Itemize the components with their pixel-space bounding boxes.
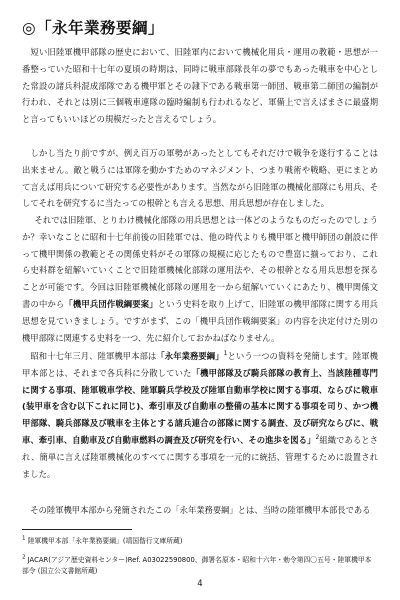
paragraph-2-text: しかし当たり前ですが、例え百万の軍勢があったとしてもそれだけで戦争を遂行することは出来ません。敵と戦うには軍隊を動かすためのマネジメント、つまり戦術や戦略、更にまとめて言えば用兵について研究する必要性があります。当然ながら旧陸軍の機械化部隊にも用兵、そしてそれを研究するに当たっての根幹とも言える思想、用兵思想が存在しました。	[22, 148, 378, 209]
footnote-1-text: 陸軍機甲本部「永年業務要綱」(靖国偕行文庫所蔵)	[27, 537, 183, 545]
paragraph-4-text-c: という一つの資料を発簡します。陸軍機甲本部とは、それまで各兵科に分散していた	[22, 351, 378, 378]
paragraph-3-text: それでは旧陸軍、とりわけ機械化部隊の用兵思想とは一体どのようなものだったのでしょうか？幸いなことに昭和十七年前後の旧陸軍では、他の時代よりも機甲軍と機甲師団の創設に伴って機甲関係の教範とその関係史料がその軍隊の規模に応じたもので豊富に揃っており、これら史料群を紐解いていくことで旧陸軍機械化部隊の運用法や、その根幹となる用兵思想を探ることが可能です。今回は旧陸軍機械化部隊の運用を一から紐解いていくにあたり、機甲関係文書の中から	[22, 215, 378, 309]
paragraph-4-emphasis-a: 「永年業務要綱」	[156, 351, 224, 361]
page-number: 4	[197, 579, 203, 589]
paragraph-1	[22, 44, 378, 128]
section-title: ◎「永年業務要綱」	[22, 19, 165, 37]
footnote-ref-2[interactable]: 2	[315, 434, 320, 442]
paragraph-1-text: 短い旧陸軍機甲部隊の歴史において、旧陸軍内において機械化用兵・運用の教範・思想が一番整っていた昭和十七年の夏頃の時期は、同時に戦車部隊長年の夢でもあった戦車を中心とした常設の諸兵科混成部隊である機甲軍とその隷下である戦車第一師団、戦車第二師団の編制が行われ、それとは別に三個戦車連隊の臨時編制も行われるなど、軍備上で言えばまさに最盛期と言ってもいいほどの規模だったと言えるでしょう。	[22, 47, 378, 125]
paragraph-3	[22, 212, 378, 346]
paragraph-3-emphasis: 「機甲兵団作戦綱要案」	[64, 298, 158, 309]
paragraph-5	[22, 502, 378, 519]
paragraph-4-text-a: 昭和十七年三月、陸軍機甲本部は	[30, 351, 157, 361]
paragraph-3-tail: という史料を取り上げて、旧陸軍の機甲部隊に関する用兵思想を見ていきましょう。ですがまず、この「機甲兵団作戦綱要案」の内容を決定付けた別の機甲部隊に関連する史料を一つ、先に紹介しておかねばなりません。	[22, 298, 378, 343]
paragraph-4-emphasis-d: 「機甲部隊及び騎兵部隊の教育上、当該陸種専門に関する事項、陸軍戦車学校、陸軍騎兵学校及び陸軍自動車学校に関する事項、ならびに戦車(装甲車を含む以下これに同じ)、牽引車及び自動車の整備の基本に関する事項を司り、かつ機甲部隊、騎兵部隊及び戦車を主体とする諸兵連合の部隊に関する調査、及び研究ならびに、戦車、牽引車、自動車及び自動車燃料の調査及び研究を行い、その進歩を図る」	[22, 367, 378, 445]
footnote-1-number: 1	[22, 535, 26, 542]
footnote-1	[22, 536, 378, 547]
paragraph-4	[22, 348, 378, 482]
footnote-divider	[22, 529, 132, 530]
paragraph-2	[22, 145, 378, 212]
footnote-ref-1[interactable]: 1	[223, 350, 228, 358]
footnote-2-number: 2	[22, 554, 26, 561]
paragraph-4-text-e: 組織であるとされ、簡単に言えば陸軍機械化のすべてに関する事項を一元的に統括、管理するために設置されました。	[22, 434, 378, 479]
footnote-2-text: JACAR(アジア歴史資料センター)Ref. A03022590800、御署名原本・昭和十六年・勅令第四〇五号・陸軍機甲本部令 (国立公文書館所蔵)	[22, 556, 372, 575]
footnote-2	[22, 555, 378, 577]
paragraph-5-text: その陸軍機甲本部から発簡されたこの「永年業務要綱」とは、当時の陸軍機甲本部長である	[30, 505, 371, 515]
